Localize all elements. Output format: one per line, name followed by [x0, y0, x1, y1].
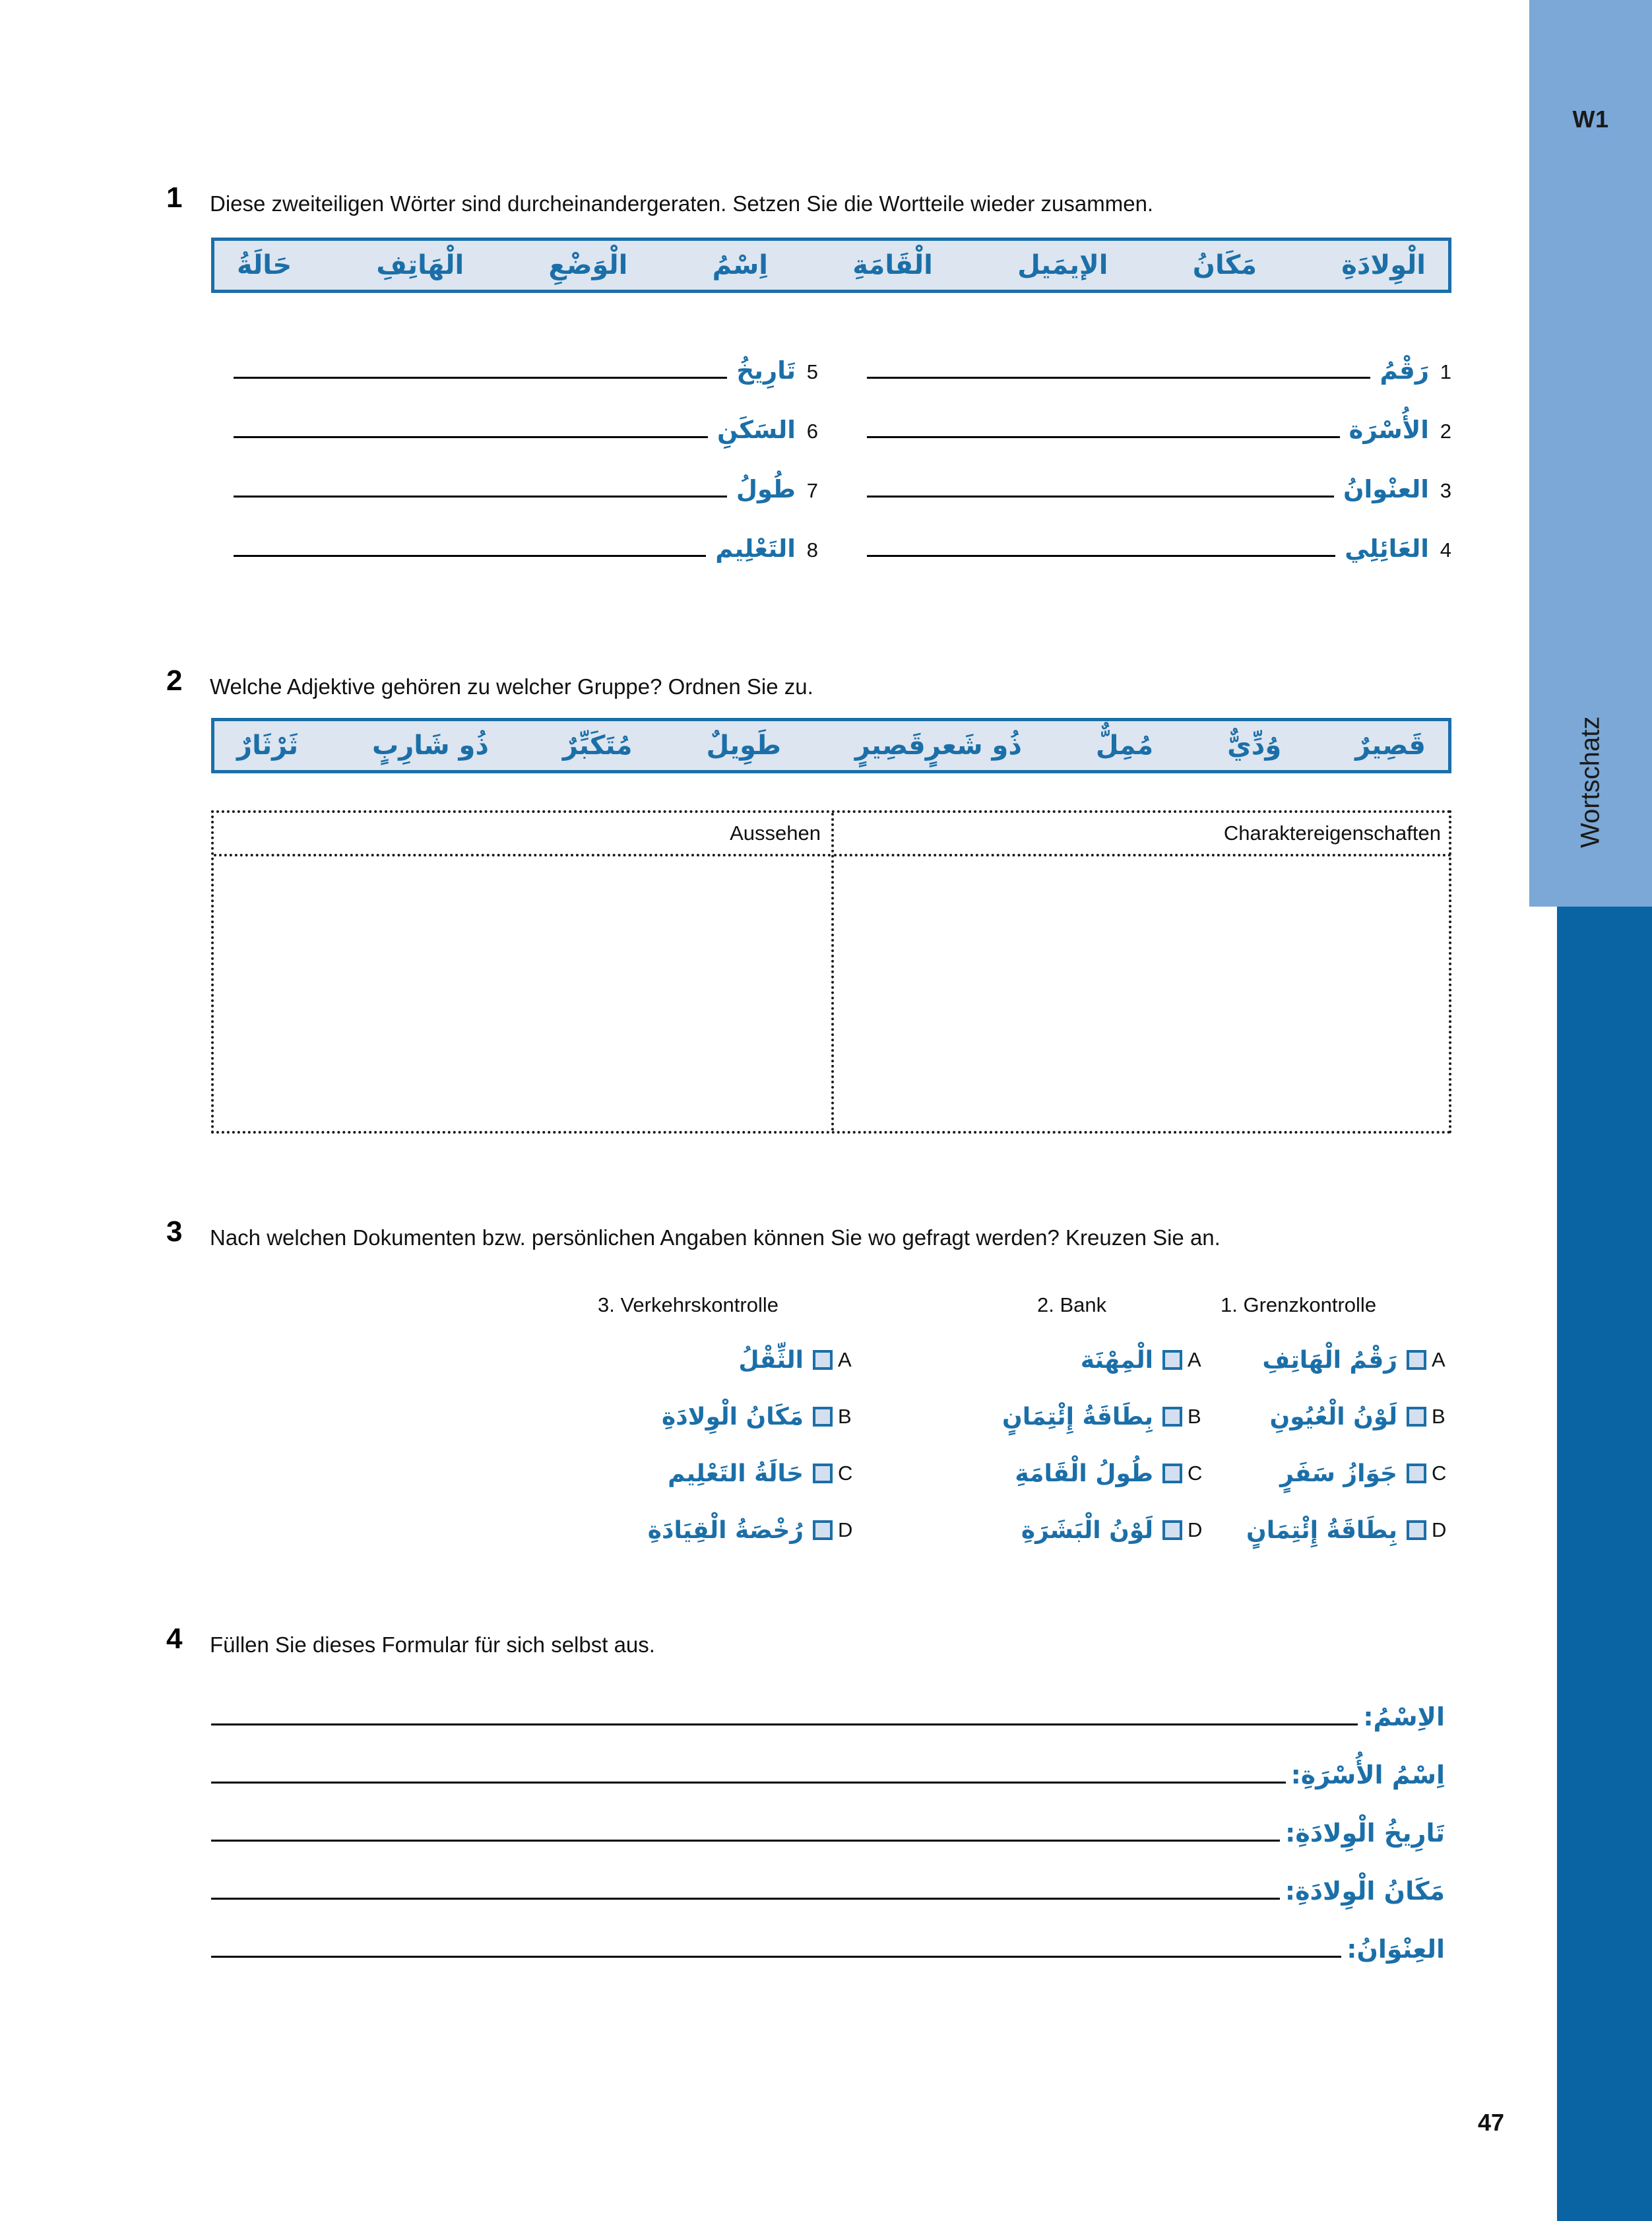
- exercise-2-sorting-table: [211, 810, 1451, 1134]
- match-row[interactable]: [224, 475, 818, 505]
- checkbox[interactable]: [813, 1520, 833, 1540]
- wordbank-word: الْوِلادَةِ: [1341, 250, 1426, 280]
- option-text: مَكَانُ الْوِلادَةِ: [662, 1403, 804, 1431]
- match-row[interactable]: [224, 534, 818, 565]
- match-word: طُولُ: [736, 475, 796, 503]
- option-text: لَوْنُ الْبَشَرَةِ: [1021, 1516, 1153, 1544]
- match-index: 8: [806, 538, 818, 562]
- field-input-line[interactable]: [211, 1840, 1280, 1842]
- match-index: 3: [1440, 479, 1451, 502]
- answer-line[interactable]: [867, 377, 1370, 379]
- wordbank-word: اِسْمُ: [712, 250, 769, 280]
- match-index: 5: [806, 360, 818, 383]
- exercise-2-number: 2: [166, 664, 183, 697]
- column-answer-area[interactable]: [214, 856, 831, 1175]
- wordbank-word: الإيمَيل: [1017, 250, 1108, 280]
- form-field-row[interactable]: [211, 1877, 1445, 1906]
- option-letter: D: [1188, 1518, 1203, 1541]
- checkbox-row[interactable]: [1115, 1341, 1451, 1379]
- match-word: رَقْمُ: [1380, 356, 1429, 385]
- option-text: بِطَاقَةُ إِئْتِمَانٍ: [1002, 1403, 1153, 1431]
- match-word: الأُسْرَة: [1349, 416, 1429, 444]
- option-text: بِطَاقَةُ إِئْتِمَانٍ: [1246, 1516, 1397, 1544]
- answer-line[interactable]: [234, 496, 727, 498]
- column-header: Charaktereigenschaften: [834, 813, 1451, 856]
- match-index: 4: [1440, 538, 1451, 562]
- field-input-line[interactable]: [211, 1782, 1286, 1784]
- answer-line[interactable]: [867, 436, 1340, 438]
- wordbank-word: قَصِيرٌ: [1355, 730, 1426, 761]
- field-label: اِسْمُ الأُسْرَةِ:: [1290, 1760, 1445, 1789]
- match-word: التَعْلِيم: [715, 534, 796, 563]
- form-field-row[interactable]: [211, 1702, 1445, 1732]
- checkbox[interactable]: [813, 1464, 833, 1483]
- match-row[interactable]: [858, 534, 1451, 565]
- option-text: الثِّقْلُ: [738, 1346, 804, 1374]
- wordbank-word: مَكَانُ: [1192, 250, 1257, 280]
- exercise-1-number: 1: [166, 181, 183, 214]
- match-word: العَائِلِي: [1345, 534, 1429, 563]
- page-number: 47: [1477, 2109, 1504, 2136]
- checkbox-row[interactable]: [1115, 1511, 1451, 1549]
- wordbank-word: ذُو شَعرٍقَصِيرٍ: [854, 730, 1022, 761]
- match-row[interactable]: [224, 416, 818, 446]
- checkbox-row[interactable]: [1115, 1398, 1451, 1436]
- field-label: العِنْوَانُ:: [1347, 1935, 1445, 1964]
- wordbank-word: ثَرْثَارٌ: [237, 730, 299, 761]
- answer-line[interactable]: [234, 377, 727, 379]
- exercise-1-instruction: Diese zweiteiligen Wörter sind durcheinandergeraten. Setzen Sie die Wortteile wieder zusammen.: [210, 191, 1154, 216]
- field-input-line[interactable]: [211, 1723, 1358, 1725]
- form-field-row[interactable]: [211, 1760, 1445, 1790]
- group-title: 1. Grenzkontrolle: [1221, 1293, 1377, 1316]
- match-row[interactable]: [858, 475, 1451, 505]
- checkbox-row[interactable]: [462, 1398, 858, 1436]
- answer-line[interactable]: [867, 496, 1334, 498]
- checkbox[interactable]: [1407, 1520, 1426, 1540]
- wordbank-word: طَوِيلٌ: [706, 730, 781, 761]
- wordbank-word: مُتَكَبِّرٌ: [562, 730, 633, 761]
- checkbox-row[interactable]: [462, 1454, 858, 1493]
- checkbox[interactable]: [1407, 1464, 1426, 1483]
- checkbox-row[interactable]: [1115, 1454, 1451, 1493]
- sidebar-unit-code: W1: [1572, 106, 1609, 133]
- wordbank-word: مُمِلٌّ: [1095, 730, 1154, 761]
- table-column-charaktereigenschaften: [834, 813, 1451, 1131]
- column-header: Aussehen: [214, 813, 831, 856]
- wordbank-word: الْوَضْعِ: [548, 250, 628, 280]
- wordbank-word: الْقَامَةِ: [852, 250, 933, 280]
- option-text: طُولُ الْقَامَةِ: [1015, 1460, 1153, 1487]
- checkbox[interactable]: [1407, 1350, 1426, 1370]
- table-column-aussehen: [214, 813, 834, 1131]
- exercise-2-instruction: Welche Adjektive gehören zu welcher Gruppe? Ordnen Sie zu.: [210, 674, 813, 699]
- option-letter: D: [1432, 1518, 1447, 1541]
- checkbox-row[interactable]: [462, 1511, 858, 1549]
- option-letter: C: [1188, 1462, 1203, 1485]
- answer-line[interactable]: [234, 555, 706, 557]
- option-text: رُخْصَةُ الْقِيَادَةِ: [647, 1516, 804, 1544]
- option-text: جَوَازُ سَفَرٍ: [1280, 1460, 1397, 1487]
- answer-line[interactable]: [234, 436, 708, 438]
- group-title: 2. Bank: [1037, 1293, 1107, 1316]
- checkbox[interactable]: [813, 1407, 833, 1427]
- option-letter: A: [1188, 1348, 1201, 1371]
- exercise-4-instruction: Füllen Sie dieses Formular für sich selbst aus.: [210, 1632, 655, 1657]
- column-answer-area[interactable]: [834, 856, 1451, 1175]
- option-letter: B: [838, 1405, 852, 1428]
- exercise-1-wordbank: [211, 238, 1451, 293]
- sidebar-accent-bar: [1557, 907, 1652, 2221]
- match-index: 7: [806, 479, 818, 502]
- wordbank-word: ذُو شَارِبٍ: [372, 730, 489, 761]
- sidebar-section-label: Wortschatz: [1575, 716, 1605, 848]
- checkbox-row[interactable]: [462, 1341, 858, 1379]
- field-input-line[interactable]: [211, 1956, 1341, 1958]
- option-letter: C: [838, 1462, 853, 1485]
- option-letter: B: [1188, 1405, 1201, 1428]
- option-letter: D: [838, 1518, 853, 1541]
- match-word: العنْوانُ: [1343, 475, 1429, 503]
- wordbank-word: وُدِّيٌّ: [1227, 730, 1282, 761]
- match-word: السَكَنِ: [716, 416, 796, 444]
- form-field-row[interactable]: [211, 1935, 1445, 1964]
- match-row[interactable]: [858, 416, 1451, 446]
- checkbox[interactable]: [1407, 1407, 1426, 1427]
- match-word: تَارِيخُ: [736, 356, 796, 385]
- option-letter: A: [1432, 1348, 1446, 1371]
- option-text: حَالَةُ التَعْلِيم: [668, 1460, 804, 1487]
- match-row[interactable]: [224, 356, 818, 387]
- exercise-2-wordbank: [211, 718, 1451, 773]
- option-text: الْمِهْنَة: [1080, 1346, 1153, 1374]
- field-label: الاِسْمُ:: [1363, 1702, 1445, 1731]
- option-letter: A: [838, 1348, 852, 1371]
- field-input-line[interactable]: [211, 1898, 1280, 1900]
- wordbank-word: حَالَةُ: [237, 250, 292, 280]
- field-label: مَكَانُ الْوِلادَةِ:: [1285, 1877, 1445, 1906]
- match-row[interactable]: [858, 356, 1451, 387]
- match-index: 1: [1440, 360, 1451, 383]
- option-letter: C: [1432, 1462, 1447, 1485]
- checkbox[interactable]: [813, 1350, 833, 1370]
- form-field-row[interactable]: [211, 1819, 1445, 1848]
- exercise-3-number: 3: [166, 1215, 183, 1248]
- match-index: 2: [1440, 420, 1451, 443]
- group-title: 3. Verkehrskontrolle: [598, 1293, 778, 1316]
- match-index: 6: [806, 420, 818, 443]
- exercise-4-number: 4: [166, 1623, 183, 1655]
- option-text: رَقْمُ الْهَاتِفِ: [1262, 1346, 1397, 1374]
- option-letter: B: [1432, 1405, 1446, 1428]
- exercise-3-instruction: Nach welchen Dokumenten bzw. persönlichen Angaben können Sie wo gefragt werden? Kreuzen Sie an.: [210, 1225, 1221, 1250]
- wordbank-word: الْهَاتِفِ: [376, 250, 464, 280]
- option-text: لَوْنُ الْعُيُونِ: [1269, 1403, 1397, 1431]
- answer-line[interactable]: [867, 555, 1335, 557]
- field-label: تَارِيخُ الْوِلادَةِ:: [1285, 1819, 1445, 1848]
